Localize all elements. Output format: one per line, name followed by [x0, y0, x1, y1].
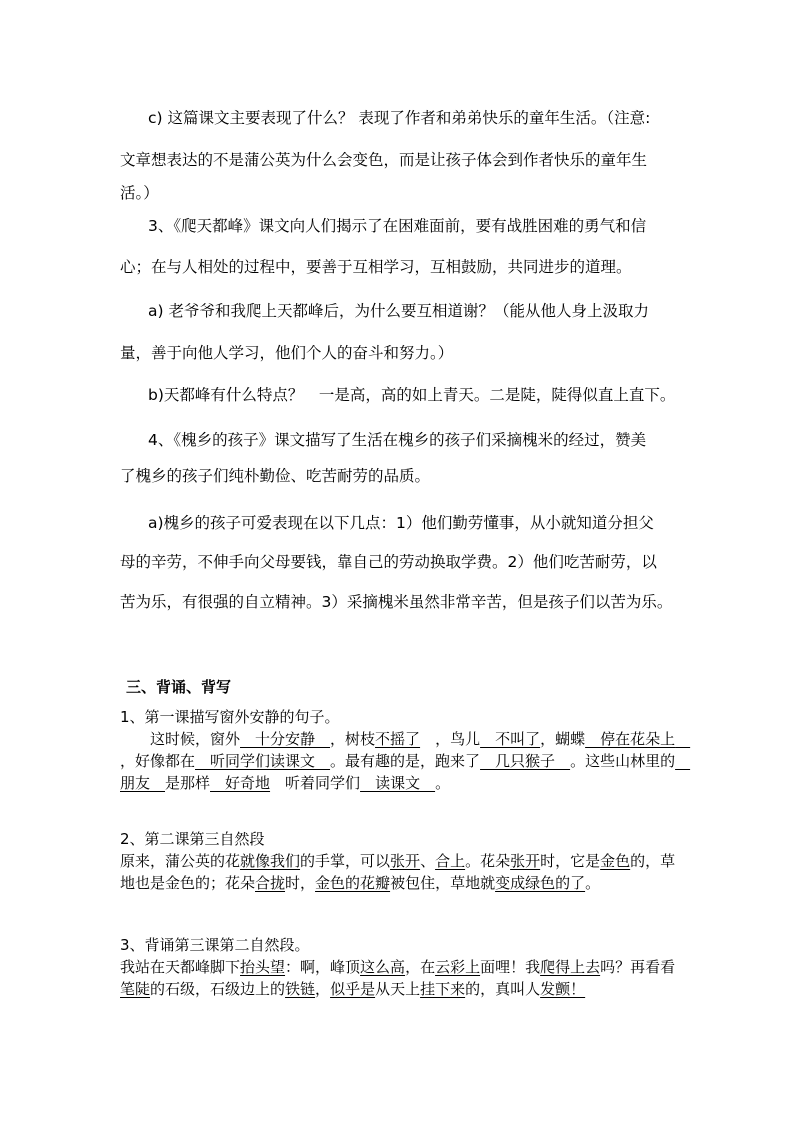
block-body	[120, 728, 691, 794]
paragraph-line: b)天都峰有什么特点？ 一是高，高的如上青天。二是陡，陡得似直上直下。	[148, 386, 676, 404]
underlined-phrase: 就像我们	[240, 852, 301, 870]
text: ，在	[405, 958, 436, 976]
text: 吗？再看看	[600, 958, 676, 976]
blank-answer: 不叫了	[480, 730, 541, 748]
underlined-phrase: 合拢	[255, 874, 286, 892]
text: 时，	[285, 874, 316, 892]
recitation-block-3	[120, 934, 680, 1000]
text: 的，草地也是金色的；花朵	[120, 852, 676, 892]
paragraph-line: 心；在与人相处的过程中，要善于互相学习，互相鼓励，共同进步的道理。	[120, 258, 632, 276]
block-title: 2、第二课第三自然段	[120, 830, 265, 848]
underlined-phrase: 爬得上去	[540, 958, 601, 976]
text: 我站在天都峰脚下	[120, 958, 241, 976]
paragraph-line: 文章想表达的不是蒲公英为什么会变色，而是让孩子体会到作者快乐的童年生	[120, 151, 648, 169]
text: 听着同学们	[270, 774, 361, 792]
paragraph-line: 活。）	[120, 184, 159, 202]
blank-answer: 好奇地	[210, 774, 271, 792]
text: 的手掌，可以	[300, 852, 391, 870]
text: 。	[585, 874, 601, 892]
block-body	[120, 956, 680, 1000]
text: 的，真叫人	[465, 980, 541, 998]
block-title: 1、第一课描写窗外安静的句子。	[120, 708, 340, 726]
text: ，鸟儿	[420, 730, 481, 748]
text: 从天上	[375, 980, 421, 998]
underlined-phrase: 抬头望	[240, 958, 286, 976]
text: 。这些山林里的	[570, 752, 676, 770]
text: 原来，蒲公英的花	[120, 852, 241, 870]
text: 被包住，草地就	[390, 874, 496, 892]
underlined-phrase: 张开	[510, 852, 541, 870]
paragraph-line: 了槐乡的孩子们纯朴勤俭、吃苦耐劳的品质。	[120, 467, 431, 485]
underlined-phrase: 发颤！	[540, 980, 586, 998]
text: 时，它是	[540, 852, 601, 870]
underlined-phrase: 张开	[390, 852, 421, 870]
text: 。	[435, 774, 451, 792]
blank-answer: 不摇了	[375, 730, 421, 748]
recitation-block-1	[120, 706, 691, 794]
block-title: 3、背诵第三课第二自然段。	[120, 936, 310, 954]
text: ，蝴蝶	[540, 730, 586, 748]
paragraph-line: a)槐乡的孩子可爱表现在以下几点：1）他们勤劳懂事，从小就知道分担父	[148, 514, 654, 532]
recitation-block-2	[120, 828, 680, 894]
text: ，树枝	[330, 730, 376, 748]
paragraph-line: 母的辛劳，不伸手向父母要钱，靠自己的劳动换取学费。2）他们吃苦耐劳，以	[120, 553, 657, 571]
blank-answer: 读课文	[360, 774, 436, 792]
text: 、	[420, 852, 436, 870]
section-heading: 三、背诵、背写	[126, 678, 232, 696]
paragraph-line: 苦为乐，有很强的自立精神。3）采摘槐米虽然非常辛苦，但是孩子们以苦为乐。	[120, 593, 673, 611]
underlined-phrase: 似乎是	[330, 980, 376, 998]
underlined-phrase: 金色	[600, 852, 631, 870]
blank-answer: 十分安静	[240, 730, 331, 748]
text: 。花朵	[465, 852, 511, 870]
text: 面哩！我	[480, 958, 541, 976]
blank-answer: 朋友	[120, 752, 691, 792]
blank-answer: 停在花朵上	[585, 730, 691, 748]
block-body	[120, 850, 680, 894]
text: ，好像都在	[120, 752, 196, 770]
blank-answer: 听同学们读课文	[195, 752, 331, 770]
text: 的石级，石级边上的	[150, 980, 286, 998]
underlined-phrase: 合上	[435, 852, 466, 870]
text: 。最有趣的是，跑来了	[330, 752, 481, 770]
blank-answer: 几只猴子	[480, 752, 571, 770]
underlined-phrase: 金色的花瓣	[315, 874, 391, 892]
paragraph-line: 4、《槐乡的孩子》课文描写了生活在槐乡的孩子们采摘槐米的经过，赞美	[148, 431, 647, 449]
text: ：啊，峰顶	[285, 958, 361, 976]
text: ，	[315, 980, 331, 998]
paragraph-line: c) 这篇课文主要表现了什么？ 表现了作者和弟弟快乐的童年生活。（注意:	[148, 109, 651, 127]
paragraph-line: 3、《爬天都峰》课文向人们揭示了在困难面前，要有战胜困难的勇气和信	[148, 217, 647, 235]
text: 这时候，窗外	[120, 730, 241, 748]
underlined-phrase: 笔陡	[120, 980, 151, 998]
underlined-phrase: 挂下来	[420, 980, 466, 998]
underlined-phrase: 云彩上	[435, 958, 481, 976]
underlined-phrase: 铁链	[285, 980, 316, 998]
text: 是那样	[165, 774, 211, 792]
paragraph-line: 量，善于向他人学习，他们个人的奋斗和努力。）	[120, 344, 454, 362]
underlined-phrase: 变成绿色的了	[495, 874, 586, 892]
paragraph-line: a) 老爷爷和我爬上天都峰后，为什么要互相道谢？（能从他人身上汲取力	[148, 302, 649, 320]
underlined-phrase: 这么高	[360, 958, 406, 976]
